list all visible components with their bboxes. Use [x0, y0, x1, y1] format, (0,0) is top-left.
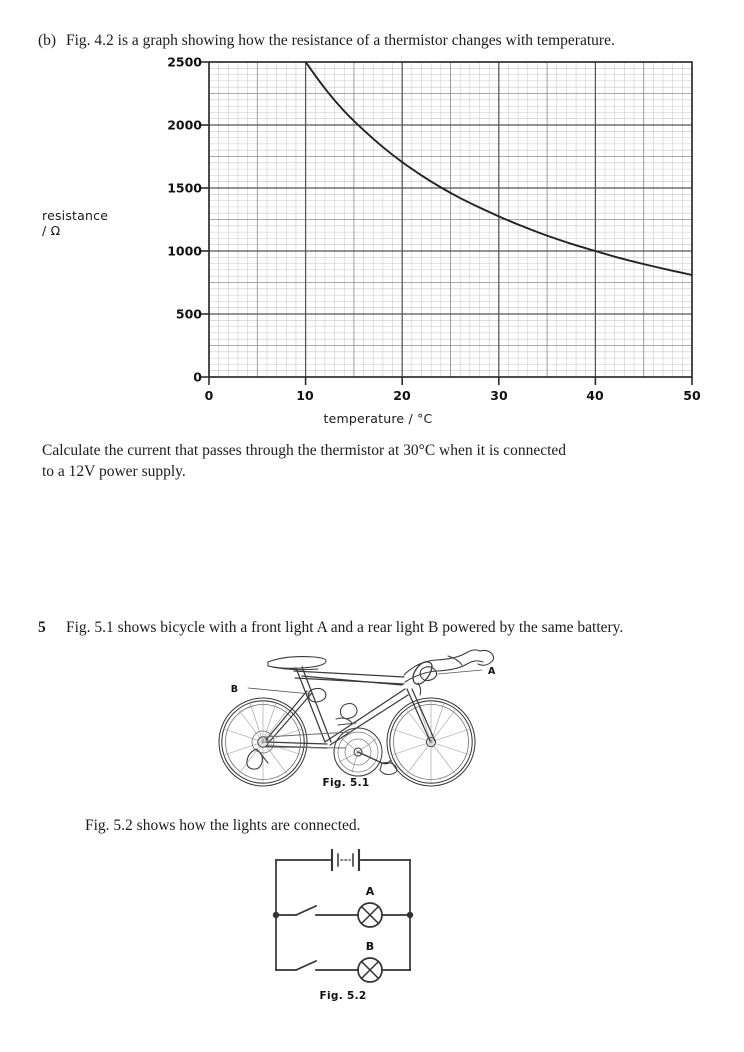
- y-axis-title-line2: / Ω: [42, 223, 61, 238]
- part-b-label: (b): [38, 32, 57, 49]
- circuit-diagram: [258, 848, 433, 988]
- x-tick-30: 30: [490, 388, 508, 403]
- axis-tick-marks: [201, 62, 692, 385]
- fig-5-2-intro: Fig. 5.2 shows how the lights are connected.: [85, 817, 361, 834]
- y-tick-2000: 2000: [167, 117, 202, 133]
- bicycle-svg: [186, 645, 526, 793]
- y-tick-2500: 2500: [167, 54, 202, 70]
- x-axis-title: temperature / °C: [323, 411, 433, 426]
- question-5-number: 5: [38, 619, 46, 636]
- question-5-text: Fig. 5.1 shows bicycle with a front light A and a rear light B powered by the same battery.: [66, 619, 624, 636]
- x-tick-40: 40: [586, 388, 604, 403]
- plot-area: [0, 48, 744, 438]
- switch-a: [296, 906, 316, 915]
- battery-symbol: [326, 850, 365, 870]
- resistance-temperature-graph: [0, 48, 744, 438]
- lamp-b-symbol: [358, 958, 382, 982]
- junction-dot-left: [273, 912, 279, 918]
- y-tick-0: 0: [193, 369, 202, 385]
- x-tick-0: 0: [204, 388, 214, 403]
- calculation-prompt: [42, 440, 682, 482]
- front-wheel: [387, 698, 475, 786]
- rear-wheel: [219, 698, 307, 786]
- x-tick-50: 50: [683, 388, 701, 403]
- question-5: [38, 617, 728, 638]
- grid-mid-lines: [209, 62, 692, 377]
- y-axis-title-line1: resistance: [42, 208, 109, 223]
- x-tick-10: 10: [296, 388, 314, 403]
- fig-5-1-caption: Fig. 5.1: [322, 777, 370, 789]
- bicycle-label-a: A: [488, 666, 496, 677]
- y-tick-500: 500: [175, 306, 202, 322]
- switch-b: [296, 961, 316, 970]
- bicycle-label-b: B: [230, 684, 238, 695]
- fig-5-2-caption: Fig. 5.2: [319, 990, 367, 1002]
- part-b-text: Fig. 4.2 is a graph showing how the resistance of a thermistor changes with temperature.: [66, 32, 615, 49]
- calculation-prompt-line1: Calculate the current that passes through the thermistor at 30°C when it is connected: [42, 442, 567, 459]
- circuit-lamp-a-label: A: [365, 885, 375, 898]
- leader-line-b: [248, 688, 311, 694]
- y-tick-1500: 1500: [167, 180, 202, 196]
- rear-light-b: [308, 688, 326, 702]
- circuit-svg: [258, 848, 433, 988]
- y-tick-1000: 1000: [167, 243, 202, 259]
- lamp-a-symbol: [358, 903, 382, 927]
- saddle: [268, 657, 326, 670]
- calculation-prompt-line2: to a 12V power supply.: [42, 463, 186, 480]
- circuit-lamp-b-label: B: [365, 940, 375, 953]
- x-tick-20: 20: [393, 388, 411, 403]
- bicycle-diagram: [186, 645, 526, 793]
- junction-dot-right: [407, 912, 413, 918]
- handlebars: [404, 650, 494, 695]
- bottle-cage: [336, 703, 357, 725]
